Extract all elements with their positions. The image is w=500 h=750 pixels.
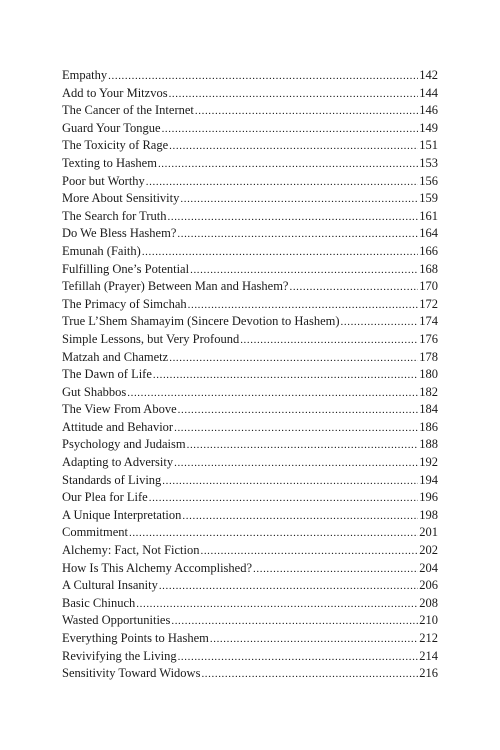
toc-entry	[62, 261, 438, 279]
toc-entry-page: 176	[419, 331, 438, 346]
toc-entry-page: 192	[419, 455, 438, 470]
toc-entry-title: The Dawn of Life	[62, 367, 152, 382]
toc-entry	[62, 524, 438, 542]
toc-entry-page: 180	[419, 367, 438, 382]
toc-entry-title: A Cultural Insanity	[62, 578, 158, 593]
toc-entry-title: Attitude and Behavior	[62, 419, 174, 434]
toc-dot-leader	[142, 244, 418, 262]
toc-entry-title: Do We Bless Hashem?	[62, 226, 177, 241]
toc-entry-title: Psychology and Judaism	[62, 437, 186, 452]
toc-entry-title: Alchemy: Fact, Not Fiction	[62, 543, 200, 558]
toc-entry-title: Matzah and Chametz	[62, 349, 169, 364]
toc-entry	[62, 102, 438, 120]
toc-entry-page: 172	[419, 296, 438, 311]
toc-entry	[62, 366, 438, 384]
toc-entry-title: The Cancer of the Internet	[62, 103, 194, 118]
toc-dot-leader	[210, 631, 418, 649]
toc-dot-leader	[174, 420, 418, 438]
toc-entry-title: The View From Above	[62, 402, 177, 417]
toc-entry-title: Everything Points to Hashem	[62, 631, 209, 645]
toc-entry-title: Simple Lessons, but Very Profound	[62, 331, 240, 346]
toc-dot-leader	[127, 385, 418, 403]
toc-entry	[62, 612, 438, 630]
toc-entry-page: 198	[419, 507, 438, 522]
toc-dot-leader	[168, 209, 419, 227]
toc-entry-title: Empathy	[62, 68, 108, 82]
toc-entry	[62, 278, 438, 296]
toc-entry	[62, 595, 438, 613]
toc-entry-page: 188	[419, 437, 438, 452]
toc-dot-leader	[158, 156, 418, 174]
toc-entry	[62, 542, 438, 560]
toc-dot-leader	[180, 191, 418, 209]
table-of-contents	[62, 67, 438, 683]
toc-entry	[62, 120, 438, 138]
toc-entry	[62, 137, 438, 155]
toc-entry-page: 184	[419, 402, 438, 417]
toc-entry	[62, 419, 438, 437]
toc-dot-leader	[146, 174, 418, 192]
toc-entry	[62, 454, 438, 472]
toc-entry-page: 168	[419, 261, 438, 276]
toc-entry-page: 214	[419, 648, 438, 663]
toc-dot-leader	[108, 68, 418, 86]
toc-entry-page: 170	[419, 279, 438, 294]
toc-entry-page: 196	[419, 490, 438, 505]
toc-entry-title: Wasted Opportunities	[62, 613, 171, 628]
toc-entry-title: A Unique Interpretation	[62, 507, 182, 522]
toc-entry-page: 164	[419, 226, 438, 241]
toc-entry-title: Gut Shabbos	[62, 384, 127, 399]
toc-dot-leader	[201, 666, 418, 684]
toc-entry-title: How Is This Alchemy Accomplished?	[62, 560, 253, 575]
toc-entry	[62, 507, 438, 525]
toc-entry-page: 204	[419, 560, 438, 575]
toc-dot-leader	[178, 402, 419, 420]
toc-entry-page: 186	[419, 419, 438, 434]
toc-entry-title: The Toxicity of Rage	[62, 138, 169, 153]
toc-entry	[62, 560, 438, 578]
toc-entry-title: More About Sensitivity	[62, 191, 180, 206]
toc-entry-page: 210	[419, 613, 438, 628]
toc-entry-page: 153	[419, 155, 438, 170]
toc-dot-leader	[129, 525, 418, 543]
toc-entry	[62, 489, 438, 507]
toc-entry-page: 144	[419, 85, 438, 100]
toc-entry	[62, 349, 438, 367]
toc-entry-page: 142	[419, 68, 438, 82]
toc-entry-page: 194	[419, 472, 438, 487]
toc-entry	[62, 85, 438, 103]
toc-dot-leader	[162, 121, 419, 139]
toc-entry	[62, 401, 438, 419]
toc-dot-leader	[169, 350, 418, 368]
toc-entry-title: Sensitivity Toward Widows	[62, 666, 201, 681]
toc-entry	[62, 648, 438, 666]
toc-entry-page: 182	[419, 384, 438, 399]
toc-entry-title: Our Plea for Life	[62, 490, 148, 505]
toc-entry	[62, 190, 438, 208]
toc-entry-page: 159	[419, 191, 438, 206]
toc-entry	[62, 472, 438, 490]
toc-entry	[62, 296, 438, 314]
toc-entry-title: The Primacy of Simchah	[62, 296, 187, 311]
toc-entry-title: The Search for Truth	[62, 208, 167, 223]
toc-entry	[62, 67, 438, 85]
toc-entry-page: 161	[419, 208, 438, 223]
toc-dot-leader	[188, 297, 419, 315]
toc-entry	[62, 436, 438, 454]
toc-entry	[62, 313, 438, 331]
toc-dot-leader	[182, 508, 418, 526]
toc-entry-page: 151	[419, 138, 438, 153]
toc-dot-leader	[200, 543, 418, 561]
toc-entry-title: Fulfilling One’s Potential	[62, 261, 190, 276]
toc-entry-title: Tefillah (Prayer) Between Man and Hashem?	[62, 279, 289, 294]
toc-entry-page: 156	[419, 173, 438, 188]
toc-entry	[62, 331, 438, 349]
toc-entry-page: 146	[419, 103, 438, 118]
toc-dot-leader	[159, 578, 418, 596]
toc-entry-page: 208	[419, 595, 438, 610]
toc-dot-leader	[289, 279, 418, 297]
toc-entry-title: Revivifying the Living	[62, 648, 177, 663]
toc-entry-page: 166	[419, 243, 438, 258]
toc-entry-page: 174	[419, 314, 438, 329]
toc-dot-leader	[174, 455, 418, 473]
toc-entry	[62, 577, 438, 595]
toc-entry	[62, 173, 438, 191]
toc-entry	[62, 665, 438, 683]
toc-entry-title: Add to Your Mitzvos	[62, 85, 168, 100]
toc-dot-leader	[169, 138, 418, 156]
toc-dot-leader	[190, 262, 418, 280]
toc-dot-leader	[253, 561, 418, 579]
toc-entry-title: Guard Your Tongue	[62, 120, 161, 135]
toc-dot-leader	[177, 226, 418, 244]
toc-entry	[62, 243, 438, 261]
toc-entry	[62, 155, 438, 173]
toc-dot-leader	[153, 367, 418, 385]
toc-dot-leader	[136, 596, 418, 614]
toc-entry-page: 201	[419, 525, 438, 540]
toc-entry-title: Commitment	[62, 525, 128, 540]
toc-dot-leader	[171, 613, 418, 631]
toc-dot-leader	[195, 103, 418, 121]
toc-entry	[62, 384, 438, 402]
toc-dot-leader	[162, 473, 418, 491]
toc-entry	[62, 225, 438, 243]
toc-entry	[62, 208, 438, 226]
toc-dot-leader	[341, 314, 419, 332]
toc-entry-title: Emunah (Faith)	[62, 243, 141, 258]
toc-entry-page: 178	[419, 349, 438, 364]
toc-dot-leader	[169, 86, 419, 104]
toc-dot-leader	[178, 649, 419, 667]
toc-dot-leader	[187, 437, 419, 455]
toc-entry	[62, 630, 438, 648]
toc-entry-title: Adapting to Adversity	[62, 455, 174, 470]
toc-entry-page: 149	[419, 120, 438, 135]
toc-entry-page: 212	[419, 631, 438, 645]
toc-entry-page: 206	[419, 578, 438, 593]
toc-entry-title: Standards of Living	[62, 472, 162, 487]
toc-entry-page: 216	[419, 666, 438, 681]
toc-entry-page: 202	[419, 543, 438, 558]
toc-entry-title: True L’Shem Shamayim (Sincere Devotion to Hashem)	[62, 314, 340, 329]
toc-entry-title: Basic Chinuch	[62, 595, 136, 610]
toc-dot-leader	[149, 490, 419, 508]
toc-entry-title: Poor but Worthy	[62, 173, 145, 188]
toc-dot-leader	[240, 332, 418, 350]
toc-entry-title: Texting to Hashem	[62, 155, 157, 170]
